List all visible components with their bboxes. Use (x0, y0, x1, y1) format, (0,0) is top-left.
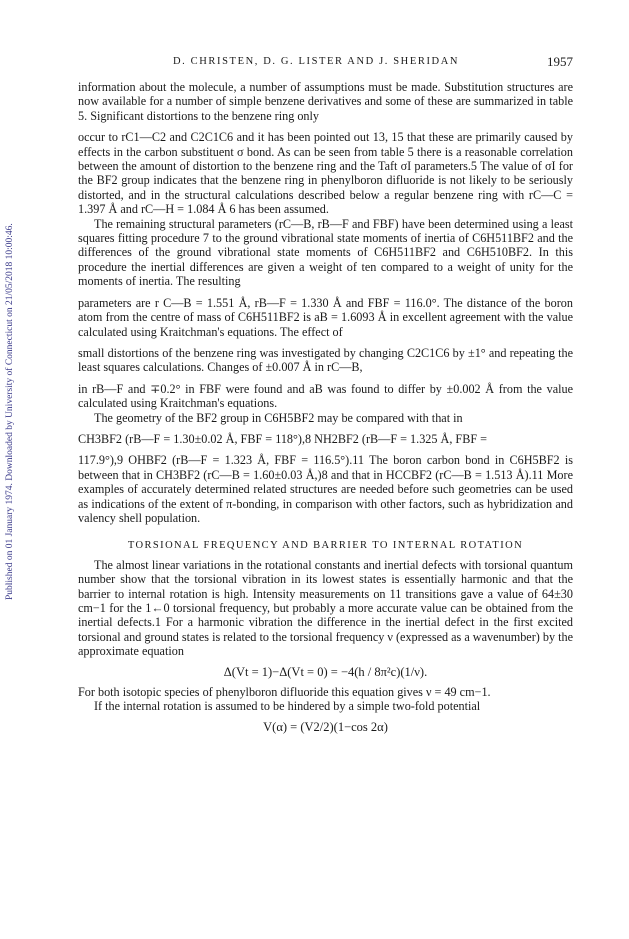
paragraph: in rB—F and ∓0.2° in FBF were found and aB was found to differ by ±0.002 Å from the value calculated using Kraitchman's equations. (78, 381, 573, 411)
article-body (78, 80, 573, 740)
paragraph: occur to rC1—C2 and C2C1C6 and it has been pointed out 13, 15 that these are primarily caused by effects in the carbon substituent σ bond. As can be seen from table 5 there is a reasonable correlation between the amount of distortion to the benzene ring and the Taft σI parameters.5 The value of σI for the BF2 group indicates that the benzene ring in phenylboron difluoride is not likely to be seriously distorted, and in the structural calculations described below a regular benzene ring with rC—C = 1.397 Å and rC—H = 1.084 Å 6 has been assumed. (78, 130, 573, 217)
paragraph: For both isotopic species of phenylboron difluoride this equation gives ν = 49 cm−1. (78, 685, 491, 700)
paragraph: parameters are r C—B = 1.551 Å, rB—F = 1.330 Å and FBF = 116.0°. The distance of the boron atom from the centre of mass of C6H511BF2 is aB = 1.6093 Å in excellent agreement with the value calculated using Kraitchman's equations. The effect of (78, 295, 573, 339)
paragraph: CH3BF2 (rB—F = 1.30±0.02 Å, FBF = 118°),8 NH2BF2 (rB—F = 1.325 Å, FBF = (78, 431, 488, 446)
paragraph: If the internal rotation is assumed to be hindered by a simple two-fold potential (94, 699, 481, 714)
paragraph: The remaining structural parameters (rC—B, rB—F and FBF) have been determined using a least squares fitting procedure 7 to the ground vibrational state moments of inertia of C6H511BF2 and the differences of the ground vibrational state moments of C6H511BF2 and C6H510BF2. In this procedure the inertial differences are given a weight of ten compared to a weight of unity for the moments of inertia. The resulting (78, 216, 573, 289)
paragraph: small distortions of the benzene ring was investigated by changing C2C1C6 by ±1° and repeating the least squares calculations. Changes of ±0.007 Å in rC—B, (78, 345, 573, 375)
paragraph: The geometry of the BF2 group in C6H5BF2 may be compared with that in (94, 410, 463, 425)
equation: V(α) = (V2/2)(1−cos 2α) (263, 719, 388, 734)
page-header (78, 56, 573, 74)
section-title: TORSIONAL FREQUENCY AND BARRIER TO INTERNAL ROTATION (127, 540, 524, 552)
page-number: 1957 (547, 54, 573, 69)
paragraph: information about the molecule, a number of assumptions must be made. Substitution structures are now available for a number of simple benzene derivatives and some of these are summarized in table 5. Significant distortions to the benzene ring only (78, 80, 573, 123)
download-notice: Published on 01 January 1974. Downloaded by University of Connecticut on 21/05/2018 10:00:46. (5, 223, 15, 600)
equation: Δ(Vt = 1)−Δ(Vt = 0) = −4(h / 8π²c)(1/ν). (223, 664, 428, 679)
running-head-authors: D. CHRISTEN, D. G. LISTER AND J. SHERIDAN (173, 56, 460, 67)
paragraph: 117.9°),9 OHBF2 (rB—F = 1.323 Å, FBF = 116.5°).11 The boron carbon bond in C6H5BF2 is between that in CH3BF2 (rC—B = 1.60±0.03 Å,)8 and that in HCCBF2 (rC—B = 1.513 Å).11 More examples of accurately determined related structures are needed before such geometries can be used as indications of the extent of π-bonding, in comparison with other factors, such as hybridization and valency shell population. (78, 453, 573, 525)
paragraph: The almost linear variations in the rotational constants and inertial defects with torsional quantum number show that the torsional vibration in its lowest states is essentially harmonic and that the barrier to internal rotation is high. Intensity measurements on 11 transitions gave a value of 64±30 cm−1 for the 1←0 torsional frequency, but probably a more accurate value can be obtained from the inertial defects.1 For a harmonic vibration the difference in the inertial defect in the first excited torsional and ground states is related to the torsional frequency ν (expressed as a wavenumber) by the approximate equation (78, 557, 573, 659)
